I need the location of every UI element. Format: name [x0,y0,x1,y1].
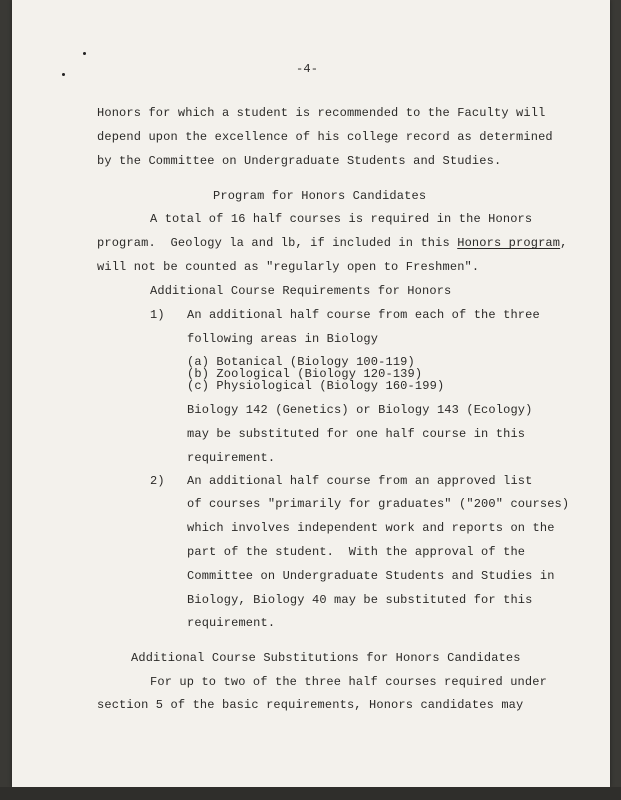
item-1-line-2: following areas in Biology [187,332,379,346]
paragraph-3-line-1: For up to two of the three half courses required under [150,675,547,689]
section-heading-additional-requirements: Additional Course Requirements for Honors [150,284,452,298]
item-2-line-1: An additional half course from an approved list [187,474,533,488]
honors-program-underlined: Honors program [457,236,561,250]
item-1-number: 1) [150,308,165,322]
paragraph-1-line-1: Honors for which a student is recommended to the Faculty will [97,106,546,120]
paragraph-2-line-1: A total of 16 half courses is required in the Honors [150,212,533,226]
item-1-note-line-3: requirement. [187,451,276,465]
item-1-line-1: An additional half course from each of the three [187,308,540,322]
paper-speck [62,73,65,76]
paragraph-2-line-2-text: program. Geology la and lb, if included in this [97,236,458,250]
scanner-background [0,787,621,800]
paragraph-2-line-2 [97,236,568,250]
item-1-note-line-1: Biology 142 (Genetics) or Biology 143 (Ecology) [187,403,533,417]
paragraph-2-line-3: will not be counted as "regularly open to Freshmen". [97,260,480,274]
paragraph-2-line-2-comma: , [560,236,568,250]
item-2-line-4: part of the student. With the approval of the [187,545,526,559]
section-heading-program: Program for Honors Candidates [213,189,427,203]
area-zoological: (b) Zoological (Biology 120-139) [187,367,423,381]
item-2-line-3: which involves independent work and reports on the [187,521,555,535]
area-physiological: (c) Physiological (Biology 160-199) [187,379,445,393]
item-2-line-5: Committee on Undergraduate Students and Studies in [187,569,555,583]
paragraph-3-line-2: section 5 of the basic requirements, Honors candidates may [97,698,524,712]
paper-speck [83,52,86,55]
paragraph-1-line-3: by the Committee on Undergraduate Students and Studies. [97,154,502,168]
paragraph-1-line-2: depend upon the excellence of his college record as determined [97,130,553,144]
item-2-line-7: requirement. [187,616,276,630]
item-1-note-line-2: may be substituted for one half course in this [187,427,526,441]
item-2-number: 2) [150,474,165,488]
section-heading-substitutions: Additional Course Substitutions for Honors Candidates [131,651,521,665]
area-botanical: (a) Botanical (Biology 100-119) [187,355,415,369]
page-number: -4- [296,62,319,76]
item-2-line-6: Biology, Biology 40 may be substituted for this [187,593,533,607]
item-2-line-2: of courses "primarily for graduates" ("200" courses) [187,497,570,511]
